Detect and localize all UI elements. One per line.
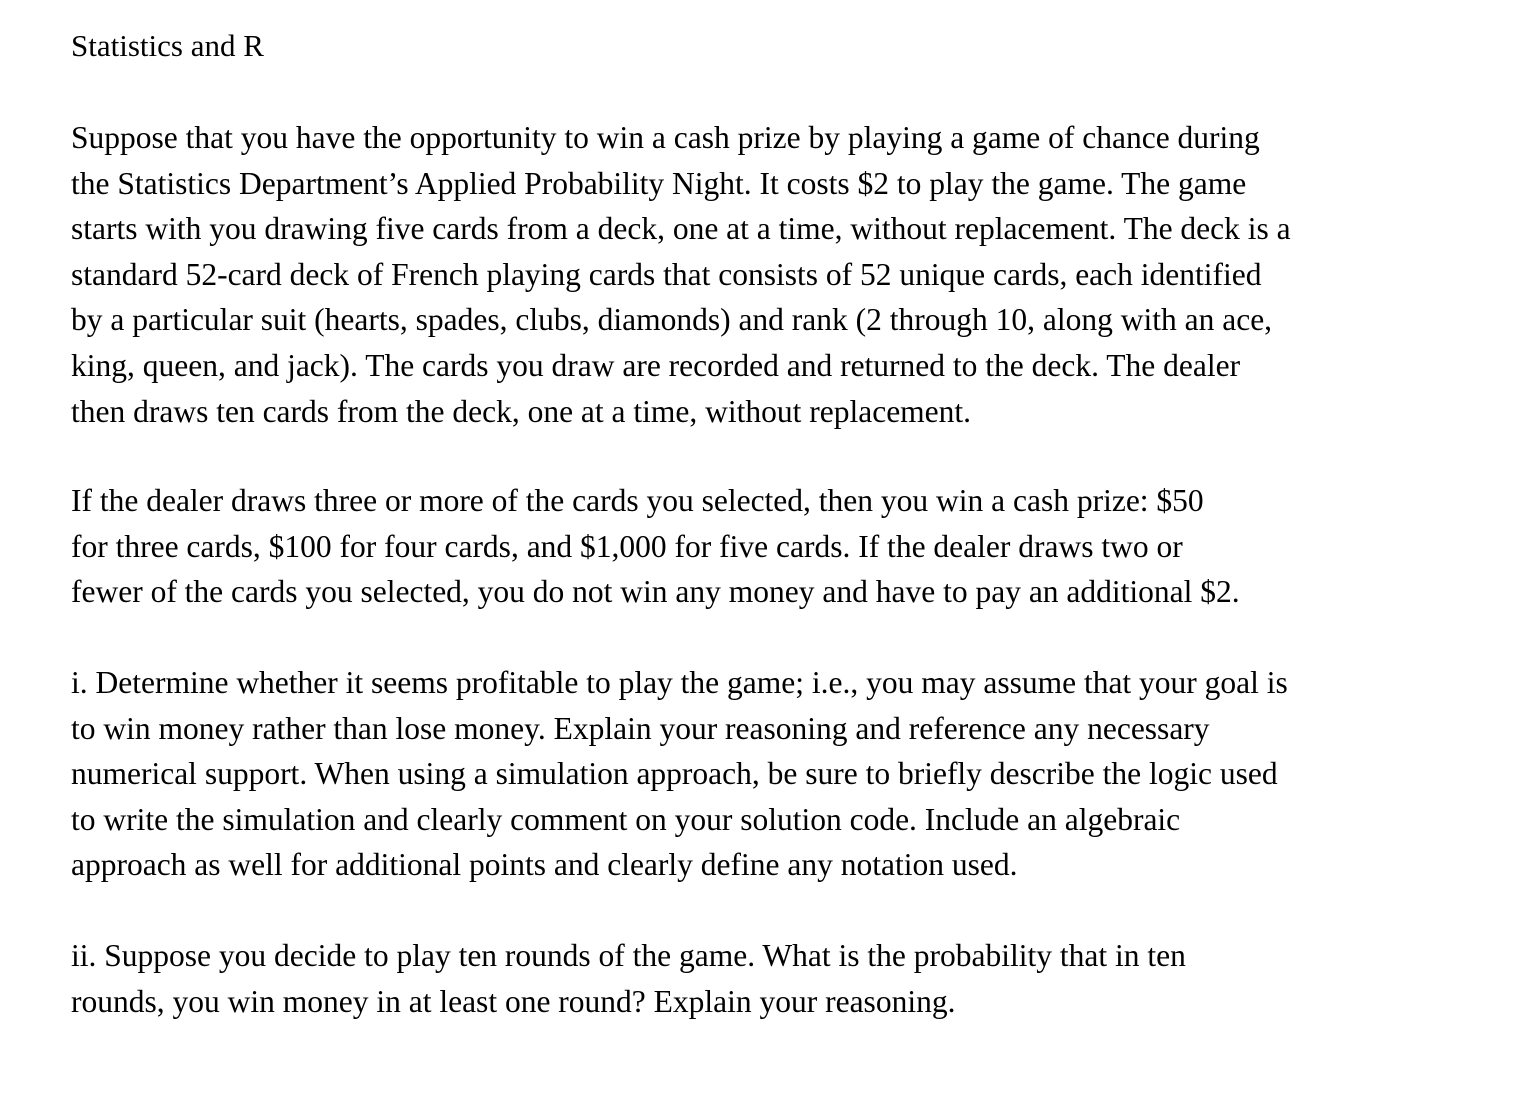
paragraph-game-description	[71, 115, 1471, 434]
text-line: for three cards, $100 for four cards, and $1,000 for five cards. If the dealer draws two or	[71, 528, 1183, 564]
text-line: king, queen, and jack). The cards you draw are recorded and returned to the deck. The dealer	[71, 347, 1241, 383]
text-line: to write the simulation and clearly comment on your solution code. Include an algebraic	[71, 801, 1181, 837]
text-line: ii. Suppose you decide to play ten rounds of the game. What is the probability that in ten	[71, 937, 1186, 973]
paragraph-question-ii	[71, 933, 1471, 1024]
text-line: standard 52-card deck of French playing cards that consists of 52 unique cards, each identified	[71, 256, 1262, 292]
text-line: fewer of the cards you selected, you do not win any money and have to pay an additional $2.	[71, 574, 1240, 610]
text-line: starts with you drawing five cards from a deck, one at a time, without replacement. The deck is a	[71, 211, 1291, 247]
paragraph-prize-rules	[71, 478, 1471, 615]
paragraph-question-i	[71, 660, 1471, 888]
text-line: by a particular suit (hearts, spades, clubs, diamonds) and rank (2 through 10, along with an ace,	[71, 302, 1273, 338]
text-line: rounds, you win money in at least one round? Explain your reasoning.	[71, 983, 956, 1019]
text-line: approach as well for additional points and clearly define any notation used.	[71, 847, 1018, 883]
text-line: If the dealer draws three or more of the cards you selected, then you win a cash prize: $50	[71, 483, 1204, 519]
text-line: the Statistics Department’s Applied Probability Night. It costs $2 to play the game. The game	[71, 165, 1247, 201]
text-line: Suppose that you have the opportunity to win a cash prize by playing a game of chance during	[71, 120, 1260, 155]
text-line: to win money rather than lose money. Explain your reasoning and reference any necessary	[71, 710, 1210, 746]
text-line: numerical support. When using a simulation approach, be sure to briefly describe the logic used	[71, 756, 1278, 792]
text-line: i. Determine whether it seems profitable to play the game; i.e., you may assume that your goal is	[71, 664, 1288, 700]
document-title: Statistics and R	[71, 28, 264, 63]
text-line: then draws ten cards from the deck, one at a time, without replacement.	[71, 393, 972, 429]
document	[71, 24, 1471, 1024]
